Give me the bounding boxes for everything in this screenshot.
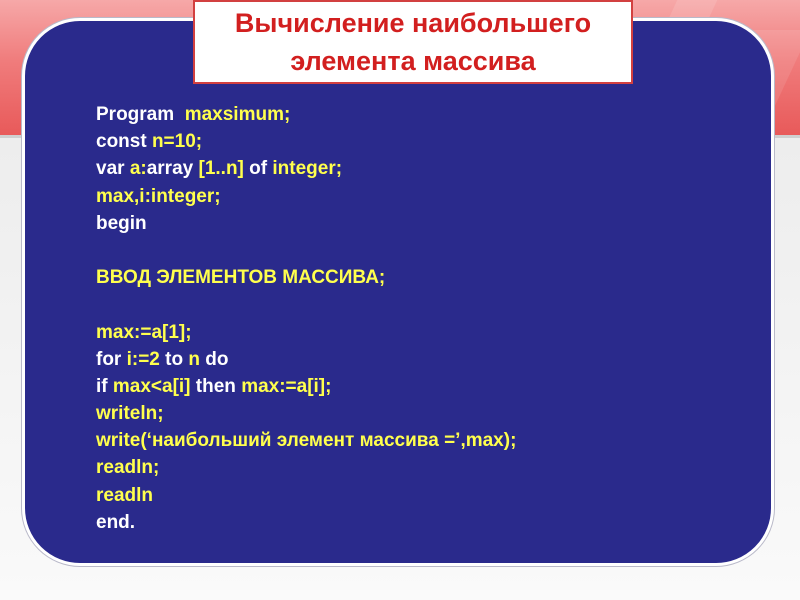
- code-token: readln;: [96, 457, 160, 479]
- code-token: i:=2: [126, 348, 166, 370]
- code-line: [96, 183, 516, 210]
- code-token: Program: [96, 104, 185, 125]
- code-line: [96, 319, 516, 346]
- code-token: max:=a[i];: [241, 375, 332, 397]
- code-line: [96, 427, 516, 454]
- code-line: [96, 155, 516, 182]
- code-token: write(‘наибольший элемент массива =’,max);: [96, 430, 517, 452]
- code-token: array: [146, 158, 199, 180]
- code-token: writeln;: [96, 403, 164, 425]
- code-line: [96, 346, 516, 373]
- code-line: [96, 291, 516, 318]
- code-token: begin: [96, 212, 147, 234]
- code-line: [96, 373, 516, 400]
- code-token: n: [188, 348, 206, 370]
- code-line: [96, 264, 516, 291]
- code-token: then: [195, 375, 242, 397]
- code-token: readln: [96, 484, 154, 506]
- code-token: do: [205, 348, 229, 370]
- code-token: max<a[i]: [112, 375, 196, 397]
- code-token: ВВОД ЭЛЕМЕНТОВ МАССИВА;: [96, 267, 386, 289]
- code-line: [96, 128, 516, 155]
- code-line: [96, 210, 516, 237]
- code-token: to: [165, 348, 189, 370]
- code-line: [96, 482, 516, 509]
- code-line: [96, 454, 516, 481]
- code-token: maxsimum;: [184, 104, 291, 125]
- code-token: integer;: [272, 158, 343, 180]
- code-token: var: [96, 158, 130, 180]
- slide-title-line-1: Вычисление наибольшего: [234, 8, 592, 38]
- code-token: for: [96, 348, 127, 370]
- code-token: a:: [129, 158, 147, 180]
- code-token: const: [96, 131, 152, 153]
- code-line: [96, 237, 516, 264]
- slide-title: [235, 4, 591, 80]
- code-token: n=10;: [151, 131, 203, 153]
- code-token: of: [249, 158, 273, 180]
- code-token: end.: [96, 511, 136, 533]
- code-token: max:=a[1];: [96, 321, 192, 343]
- code-line: [96, 509, 516, 536]
- code-line: [96, 400, 516, 427]
- slide-title-line-2: элемента массива: [290, 46, 536, 76]
- code-line: [96, 101, 516, 128]
- code-token: [1..n]: [198, 158, 250, 180]
- code-listing: [96, 101, 516, 536]
- code-token: max,i:integer;: [96, 185, 221, 207]
- code-token: if: [96, 375, 113, 397]
- slide-title-box: [193, 0, 633, 84]
